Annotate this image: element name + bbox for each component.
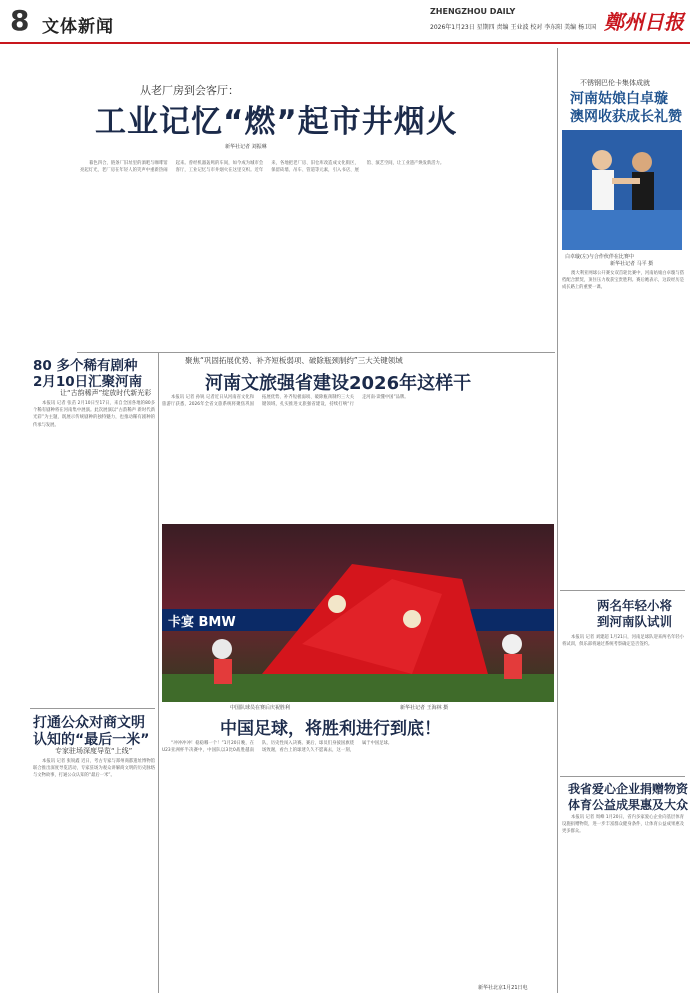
divider-left <box>30 708 155 709</box>
left-bottom-headline-2: 认知的“最后一米” <box>33 732 150 748</box>
lead-body: 暮色四合，链条厂旧址里的酒吧与咖啡馆亮起灯光，老厂房在年轻人的笑声中重新热闹起来。曾经机器轰鸣的车间，如今成为城市会客厅，工业记忆与市井烟火在这里交织。近年来，各地把老厂房、旧仓库改造成文化街区，保留砖墙、吊车、管道等元素，引入书店、展馆、演艺空间，让工业遗产焕发新活力。 <box>80 161 445 174</box>
left-top-headline-1: 80 多个稀有剧种 <box>33 358 138 374</box>
left-top-headline-2: 2月10日汇聚河南 <box>33 374 143 390</box>
right-mid-headline-2: 到河南队试训 <box>597 614 673 629</box>
right-top-body: 澳大利亚网球公开赛女双首轮比赛中，河南姑娘白卓璇与搭档配合默契，顶住压力收获宝贵胜利。赛后她表示，这段经历是成长路上的重要一课。 <box>562 271 684 291</box>
center-top-body: 本报讯 记者 孙锐 记者近日从河南省文化和旅游厅获悉，2026年全省文旅系统将聚焦巩固拓展优势、补齐短板弱项、破除瓶颈制约三大关键领域，扎实推进文旅强省建设，持续打响“行走河南·读懂中国”品牌。 <box>162 395 409 408</box>
left-top-subtitle: 让“古韵稀声”绽放时代新光彩 <box>60 389 152 397</box>
football-photo-credit: 中国队球员在赛后庆祝胜利 <box>230 705 291 711</box>
football-photo-credit2: 新华社记者 王海林 摄 <box>400 705 449 711</box>
paper-logo: 鄭州日报 <box>604 10 684 34</box>
football-photo <box>162 524 554 702</box>
page-number: 8 <box>10 4 30 37</box>
tennis-photo-image <box>562 130 682 250</box>
right-mid-body: 本报讯 记者 刘建超 1月21日，河南足球队迎来两名年轻小将试训，俱乐部将通过系统考察确定是否签约。 <box>562 635 684 648</box>
paper-name-en: ZHENGZHOU DAILY <box>430 7 516 16</box>
tennis-photo-caption: 白卓璇(左)与合作伙伴在比赛中 <box>565 254 634 260</box>
right-top-headline-1: 河南姑娘白卓璇 <box>570 91 668 107</box>
left-bottom-body: 本报讯 记者 张锐鑫 近日，考古专家与郑州商都遗址博物馆联合推出深度导览活动，专家驻场为观众讲解商文明的历史脉络与文物故事，打通公众认知的“最后一米”。 <box>33 759 155 779</box>
right-bottom-body: 本报讯 记者 周峰 1月20日，省内多家爱心企业向基层体育设施捐赠物资，进一步丰富群众健身条件，让体育公益成果惠及更多群众。 <box>562 815 684 835</box>
divider-right-2 <box>560 776 685 777</box>
lead-byline: 新华社记者 刘振琳 <box>225 144 267 150</box>
tennis-photo-credit: 新华社记者 马平 摄 <box>610 261 654 267</box>
date-line: 2026年1月23日 星期四 责编 王业波 校对 李东阳 美编 杨卫国 <box>430 24 597 31</box>
center-top-headline: 河南文旅强省建设2026年这样干 <box>205 373 472 394</box>
right-bottom-headline-2: 体育公益成果惠及大众 <box>568 798 689 812</box>
column-rule-left <box>158 352 159 993</box>
right-top-kicker: 不锈钢巴伦卡集体成就 <box>580 79 650 87</box>
lead-headline: 工业记忆“燃”起市井烟火 <box>95 104 458 140</box>
left-top-body: 本报讯 记者 张苗 2月10日至17日，来自全国各地的80多个稀有剧种将在河南集中展演。此次展演以“古韵稀声 新时代新光彩”为主题，既展示传统剧种的独特魅力，也推动稀有剧种的传承与发展。 <box>33 401 155 428</box>
center-bottom-byline: 新华社北京1月21日电 <box>478 985 528 991</box>
right-bottom-headline-1: 我省爱心企业捐赠物资 <box>568 782 689 796</box>
right-top-headline-2: 澳网收获成长礼赞 <box>570 109 682 125</box>
center-bottom-body: “冲冲冲冲！稳稳哪一个！”1月20日晚，在U23亚洲杯半决赛中，中国队以3比0战胜越南队，历史性闯入决赛。赛后，球员们身披国旗绕场致谢，看台上的球迷久久不愿离去，这一刻，属于中国足球。 <box>162 741 393 754</box>
divider <box>77 352 555 353</box>
page-header <box>0 0 690 44</box>
right-mid-headline-1: 两名年轻小将 <box>597 598 673 613</box>
left-bottom-subtitle: 专家驻场深度导览“上线” <box>55 747 133 755</box>
center-top-kicker: 聚焦“巩固拓展优势、补齐短板弱项、破除瓶颈制约”三大关键领域 <box>185 356 403 365</box>
tennis-photo <box>562 130 682 250</box>
column-rule-right <box>557 48 558 993</box>
section-title: 文体新闻 <box>42 17 114 37</box>
divider-right-1 <box>560 590 685 591</box>
left-bottom-headline-1: 打通公众对商文明 <box>33 715 145 731</box>
lead-kicker: 从老厂房到会客厅： <box>140 84 239 97</box>
photo-banner-text: 卡宴 BMW <box>168 615 236 630</box>
center-bottom-headline: 中国足球，将胜利进行到底！ <box>220 719 441 739</box>
